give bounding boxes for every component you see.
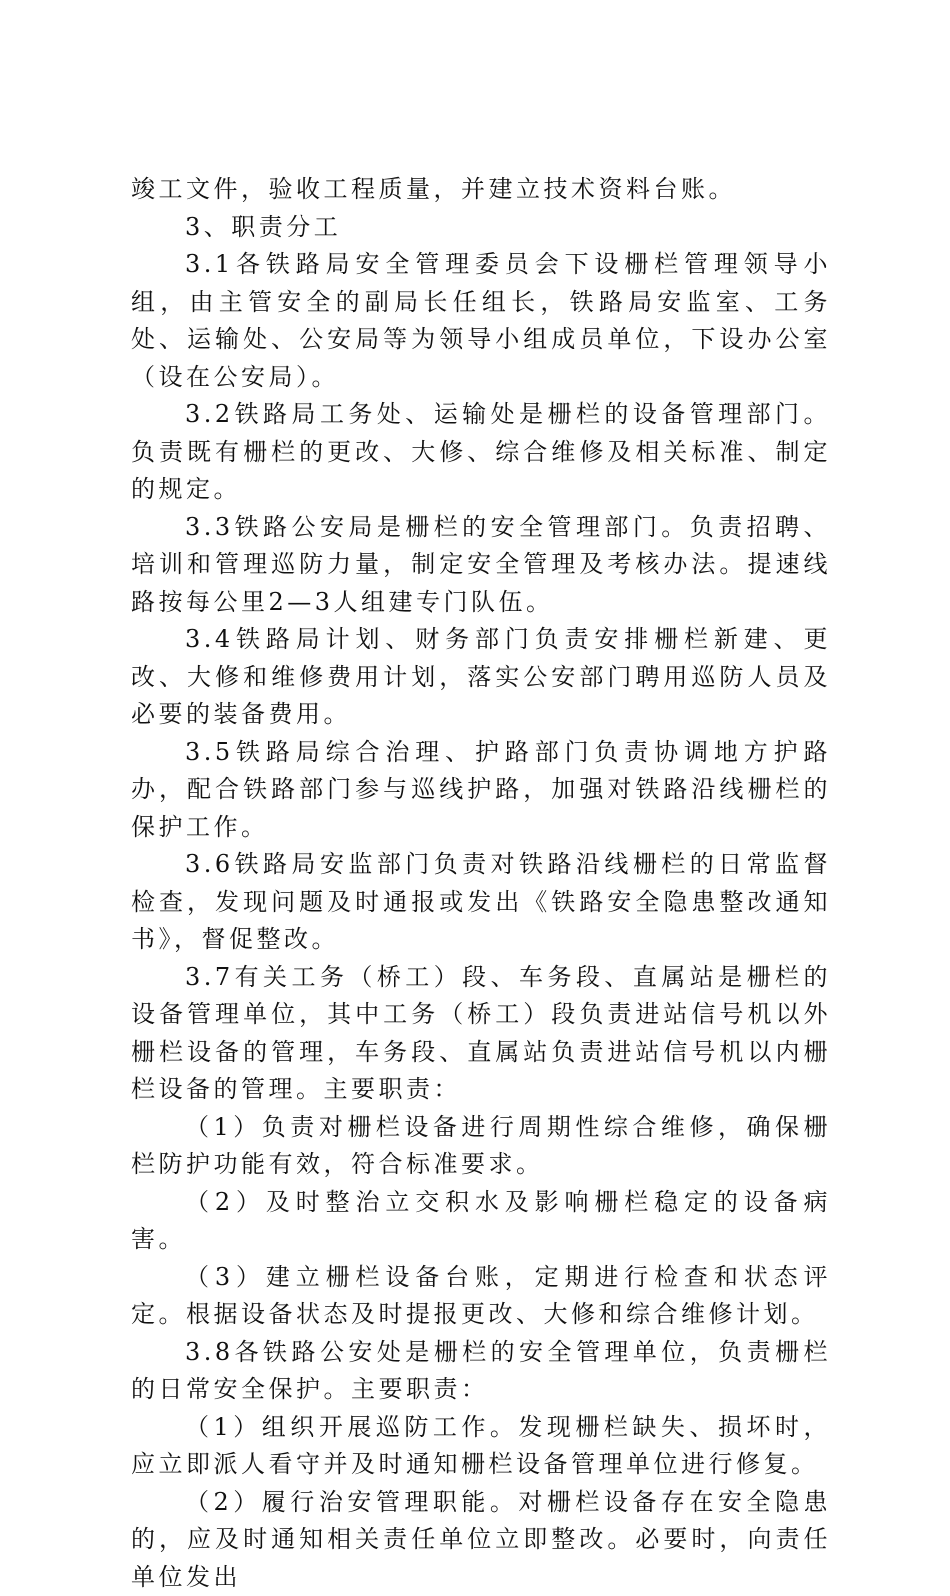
paragraph-3-2: 3.2铁路局工务处、运输处是栅栏的设备管理部门。负责既有栅栏的更改、大修、综合维修及相关标准、制定的规定。 <box>131 396 831 509</box>
paragraph-3-1: 3.1各铁路局安全管理委员会下设栅栏管理领导小组，由主管安全的副局长任组长，铁路局安监室、工务处、运输处、公安局等为领导小组成员单位，下设办公室（设在公安局）。 <box>131 246 831 396</box>
paragraph-3-8-item-2: （2）履行治安管理职能。对栅栏设备存在安全隐患的，应及时通知相关责任单位立即整改。必要时，向责任单位发出 <box>131 1484 831 1596</box>
document-body <box>131 171 831 1596</box>
paragraph-3-4: 3.4铁路局计划、财务部门负责安排栅栏新建、更改、大修和维修费用计划，落实公安部门聘用巡防人员及必要的装备费用。 <box>131 621 831 734</box>
paragraph-3-7-item-1: （1）负责对栅栏设备进行周期性综合维修，确保栅栏防护功能有效，符合标准要求。 <box>131 1109 831 1184</box>
paragraph-3-7: 3.7有关工务（桥工）段、车务段、直属站是栅栏的设备管理单位，其中工务（桥工）段负责进站信号机以外栅栏设备的管理，车务段、直属站负责进站信号机以内栅栏设备的管理。主要职责： <box>131 959 831 1109</box>
paragraph-3-8: 3.8各铁路公安处是栅栏的安全管理单位，负责栅栏的日常安全保护。主要职责： <box>131 1334 831 1409</box>
paragraph-3-5: 3.5铁路局综合治理、护路部门负责协调地方护路办，配合铁路部门参与巡线护路，加强对铁路沿线栅栏的保护工作。 <box>131 734 831 847</box>
paragraph-3-8-item-1: （1）组织开展巡防工作。发现栅栏缺失、损坏时，应立即派人看守并及时通知栅栏设备管理单位进行修复。 <box>131 1409 831 1484</box>
paragraph-3-7-item-2: （2）及时整治立交积水及影响栅栏稳定的设备病害。 <box>131 1184 831 1259</box>
paragraph-continuation: 竣工文件，验收工程质量，并建立技术资料台账。 <box>131 171 831 209</box>
paragraph-3-7-item-3: （3）建立栅栏设备台账，定期进行检查和状态评定。根据设备状态及时提报更改、大修和综合维修计划。 <box>131 1259 831 1334</box>
section-heading-responsibilities: 3、职责分工 <box>131 209 831 247</box>
paragraph-3-6: 3.6铁路局安监部门负责对铁路沿线栅栏的日常监督检查，发现问题及时通报或发出《铁路安全隐患整改通知书》，督促整改。 <box>131 846 831 959</box>
paragraph-3-3: 3.3铁路公安局是栅栏的安全管理部门。负责招聘、培训和管理巡防力量，制定安全管理及考核办法。提速线路按每公里2—3人组建专门队伍。 <box>131 509 831 622</box>
